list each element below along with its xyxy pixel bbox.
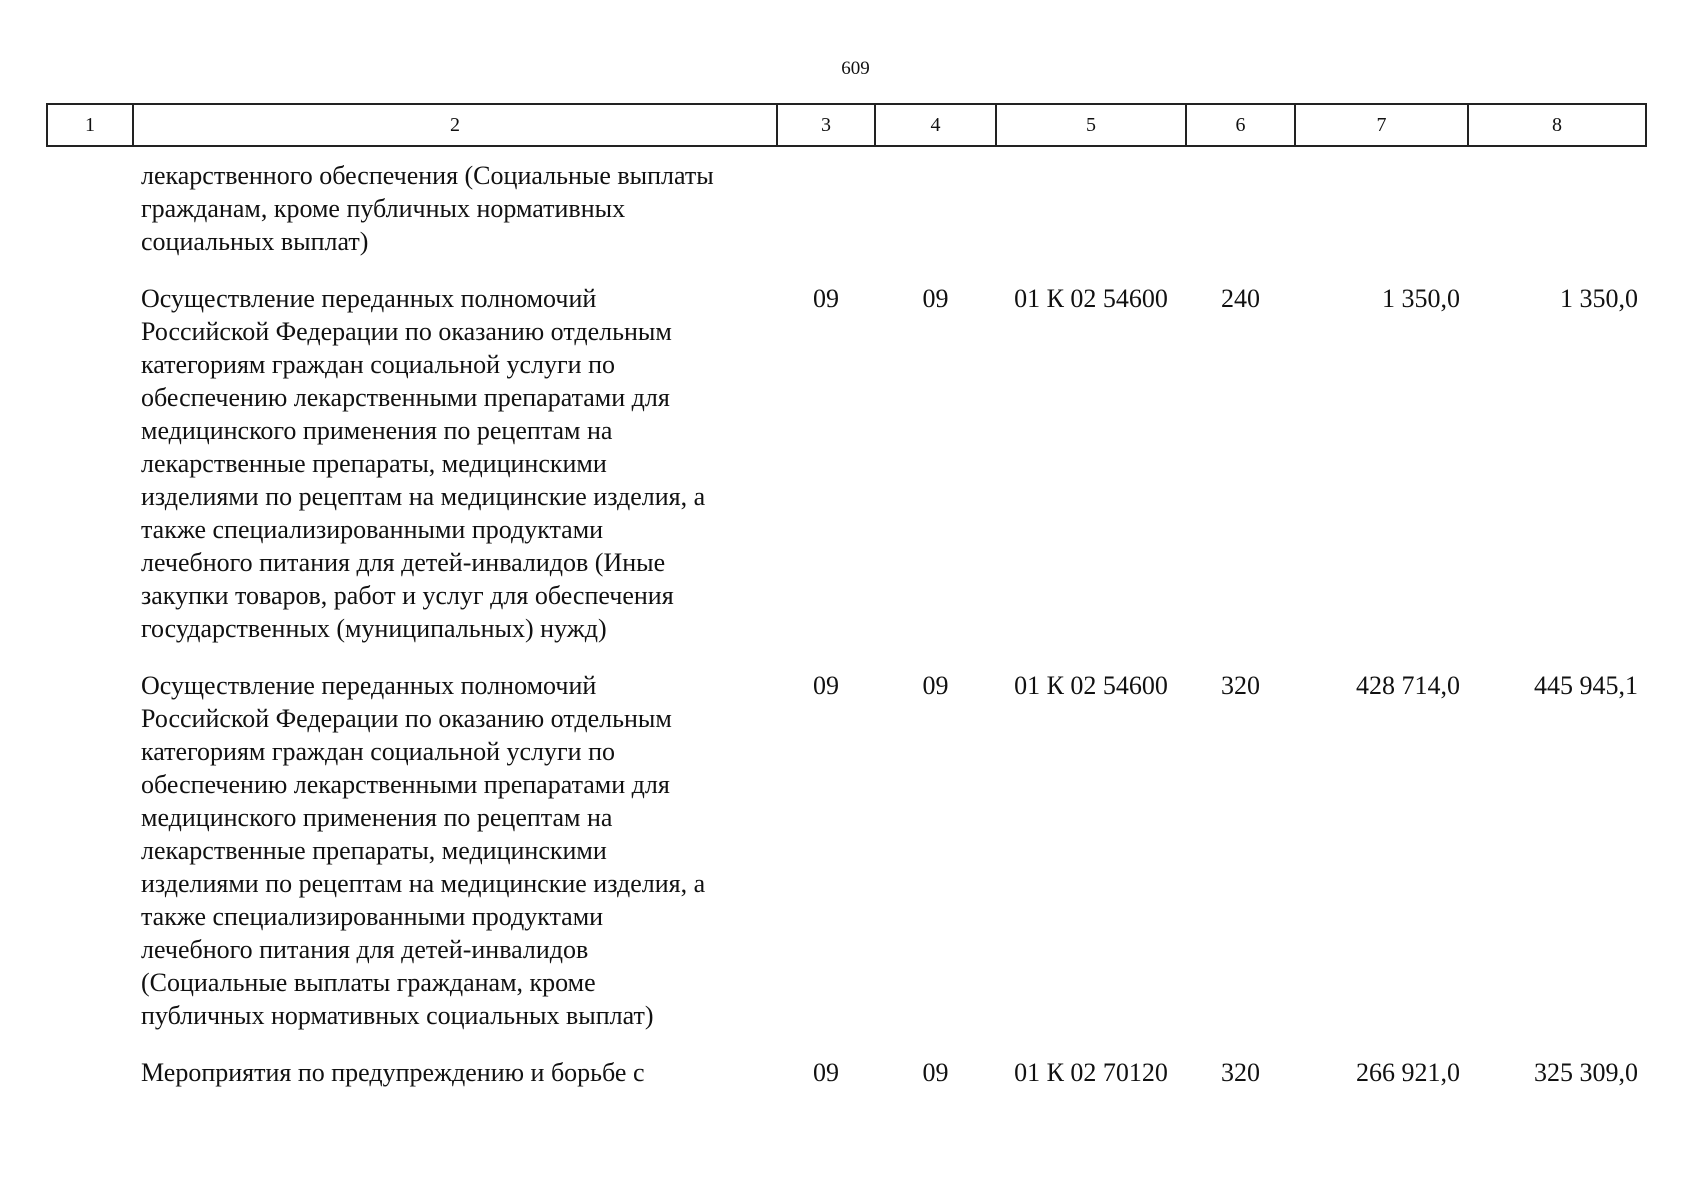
cell-description: [133, 1046, 777, 1103]
description-line: (Социальные выплаты гражданам, кроме: [141, 968, 596, 997]
description-line: также специализированными продуктами: [141, 515, 604, 544]
description-line: медицинского применения по рецептам на: [141, 416, 613, 445]
table-row: [47, 659, 1646, 1046]
cell-target-article: 01 К 02 70120: [1014, 1058, 1168, 1087]
table-row: [47, 146, 1646, 272]
column-header-5: 5: [996, 104, 1186, 146]
cell-expense-type: 320: [1221, 671, 1260, 700]
column-header-8: 8: [1468, 104, 1646, 146]
column-header-7: 7: [1295, 104, 1468, 146]
cell-amount-2: 1 350,0: [1560, 284, 1638, 313]
description-line: лекарственные препараты, медицинскими: [141, 836, 607, 865]
description-line: категориям граждан социальной услуги по: [141, 737, 616, 766]
cell-expense-type: 320: [1221, 1058, 1260, 1087]
description-line: Российской Федерации по оказанию отдельным: [141, 317, 672, 346]
cell-amount-1: 428 714,0: [1356, 671, 1460, 700]
cell-section-code: [777, 146, 875, 272]
description-line: медицинского применения по рецептам на: [141, 803, 613, 832]
description-line: Российской Федерации по оказанию отдельным: [141, 704, 672, 733]
cell-subsection-code: 09: [922, 284, 949, 313]
cell-target-article: [996, 146, 1186, 272]
cell-subsection-code: [875, 146, 996, 272]
description-line: обеспечению лекарственными препаратами для: [141, 770, 670, 799]
description-line: обеспечению лекарственными препаратами для: [141, 383, 670, 412]
cell-amount-2: 445 945,1: [1534, 671, 1638, 700]
description-line: государственных (муниципальных) нужд): [141, 614, 607, 643]
description-line: изделиями по рецептам на медицинские изделия, а: [141, 869, 706, 898]
cell-description: [133, 659, 777, 1046]
column-header-2: 2: [133, 104, 777, 146]
cell-amount-2: [1468, 146, 1646, 272]
description-line: Осуществление переданных полномочий: [141, 671, 597, 700]
cell-section-code: 09: [813, 284, 839, 313]
description-line: лекарственного обеспечения (Социальные выплаты: [141, 161, 714, 190]
description-line: публичных нормативных социальных выплат): [141, 1001, 654, 1030]
table-row: [47, 1046, 1646, 1103]
cell-target-article: 01 К 02 54600: [1014, 671, 1168, 700]
description-line: Осуществление переданных полномочий: [141, 284, 597, 313]
description-line: лечебного питания для детей-инвалидов (Иные: [141, 548, 666, 577]
cell-amount-1: 1 350,0: [1382, 284, 1460, 313]
cell-ministry-code: [47, 146, 133, 272]
description-line: изделиями по рецептам на медицинские изделия, а: [141, 482, 706, 511]
cell-expense-type: 240: [1221, 284, 1260, 313]
column-header-3: 3: [777, 104, 875, 146]
cell-amount-1: 266 921,0: [1356, 1058, 1460, 1087]
cell-description: [133, 146, 777, 272]
cell-subsection-code: 09: [922, 671, 949, 700]
description-line: категориям граждан социальной услуги по: [141, 350, 616, 379]
table-row: [47, 272, 1646, 659]
column-number-header-row: [47, 104, 1646, 146]
description-line: лечебного питания для детей-инвалидов: [141, 935, 589, 964]
budget-table: [46, 103, 1647, 1103]
cell-section-code: 09: [813, 671, 839, 700]
cell-ministry-code: [47, 1046, 133, 1103]
description-line: Мероприятия по предупреждению и борьбе с: [141, 1058, 645, 1087]
cell-subsection-code: 09: [922, 1058, 949, 1087]
column-header-1: 1: [47, 104, 133, 146]
cell-description: [133, 272, 777, 659]
description-line: социальных выплат): [141, 227, 369, 256]
cell-target-article: 01 К 02 54600: [1014, 284, 1168, 313]
cell-amount-1: [1295, 146, 1468, 272]
cell-ministry-code: [47, 659, 133, 1046]
description-line: закупки товаров, работ и услуг для обеспечения: [141, 581, 674, 610]
description-line: лекарственные препараты, медицинскими: [141, 449, 607, 478]
cell-ministry-code: [47, 272, 133, 659]
page-number: 609: [841, 58, 870, 79]
column-header-6: 6: [1186, 104, 1295, 146]
cell-section-code: 09: [813, 1058, 839, 1087]
description-line: гражданам, кроме публичных нормативных: [141, 194, 626, 223]
column-header-4: 4: [875, 104, 996, 146]
cell-expense-type: [1186, 146, 1295, 272]
cell-amount-2: 325 309,0: [1534, 1058, 1638, 1087]
description-line: также специализированными продуктами: [141, 902, 604, 931]
